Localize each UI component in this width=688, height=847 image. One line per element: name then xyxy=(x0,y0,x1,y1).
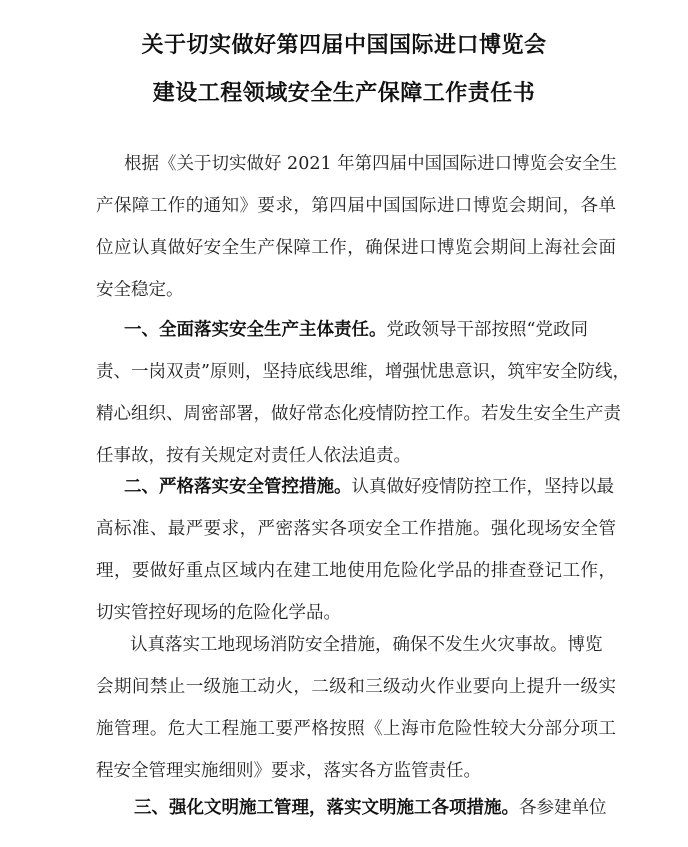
document-title-line-2: 建设工程领域安全生产保障工作责任书 xyxy=(152,81,536,106)
intro-line-3: 位应认真做好安全生产保障工作，确保进口博览会期间上海社会面 xyxy=(96,238,616,258)
section-1-line-4: 任事故，按有关规定对责任人依法追责。 xyxy=(96,446,411,466)
section-1-heading: 一、全面落实安全生产主体责任。 xyxy=(124,320,387,340)
paragraph-3-line-2: 会期间禁止一级施工动火，二级和三级动火作业要向上提升一级实 xyxy=(96,677,616,697)
section-2-line-4: 切实管控好现场的危险化学品。 xyxy=(96,603,341,623)
section-2-line-2: 高标准、最严要求，严密落实各项安全工作措施。强化现场安全管 xyxy=(96,519,616,539)
section-1-line-3: 精心组织、周密部署，做好常态化疫情防控工作。若发生安全生产责 xyxy=(96,404,621,424)
paragraph-3-line-3: 施管理。危大工程施工要严格按照《上海市危险性较大分部分项工 xyxy=(96,719,616,739)
section-2-heading: 二、严格落实安全管控措施。 xyxy=(124,477,352,497)
section-2-first-line xyxy=(124,475,614,499)
paragraph-3-line-1: 认真落实工地现场消防安全措施，确保不发生火灾事故。博览 xyxy=(130,635,603,655)
intro-line-4: 安全稳定。 xyxy=(96,280,184,300)
section-1-first-line xyxy=(124,318,588,342)
section-1-first-text: 党政领导干部按照“党政同 xyxy=(386,320,588,340)
intro-line-1: 根据《关于切实做好 2021 年第四届中国国际进口博览会安全生 xyxy=(124,154,618,174)
section-3-first-text: 各参建单位 xyxy=(519,798,607,818)
section-2-line-3: 理，要做好重点区域内在建工地使用危险化学品的排查登记工作， xyxy=(96,561,616,581)
intro-line-2: 产保障工作的通知》要求，第四届中国国际进口博览会期间，各单 xyxy=(96,196,616,216)
section-3-first-line xyxy=(134,796,607,820)
section-2-first-text: 认真做好疫情防控工作，坚持以最 xyxy=(351,477,614,497)
section-1-line-2: 责、一岗双责”原则，坚持底线思维，增强忧患意识，筑牢安全防线， xyxy=(96,362,630,382)
document-title-line-1: 关于切实做好第四届中国国际进口博览会 xyxy=(141,33,547,58)
paragraph-3-line-4: 程安全管理实施细则》要求，落实各方监管责任。 xyxy=(96,761,481,781)
section-3-heading: 三、强化文明施工管理，落实文明施工各项措施。 xyxy=(134,798,519,818)
